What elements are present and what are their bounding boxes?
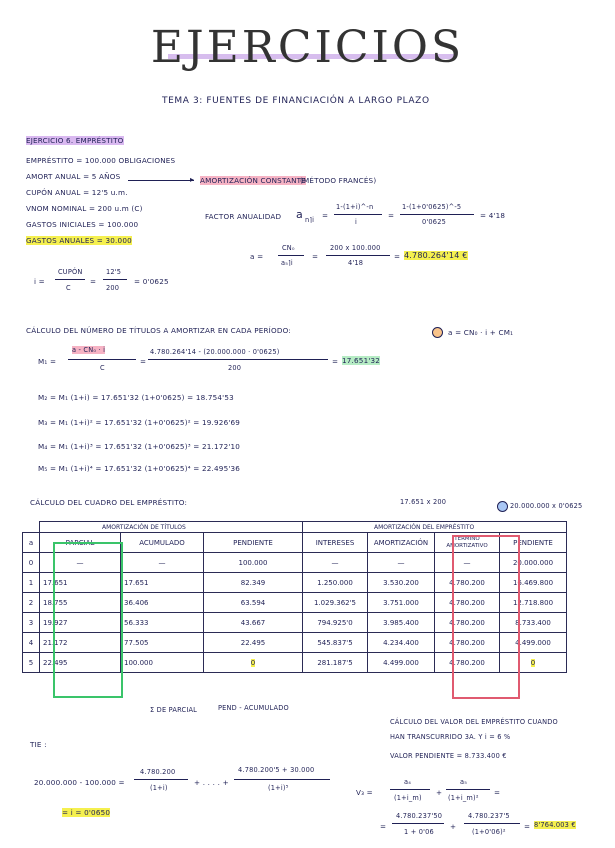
i-result: = 0'0625 [134, 277, 169, 286]
arrow [128, 180, 194, 181]
table-row: 1 17.651 17.651 82.349 1.250.000 3.530.200 4.780.200 16.469.800 [23, 573, 567, 593]
v3-lhs: V₃ = [356, 788, 373, 797]
data-line: AMORT ANUAL = 5 AÑOS [26, 172, 121, 181]
tie-result: = i = 0'0650 [62, 808, 111, 817]
i-den2: 200 [106, 284, 120, 292]
tie-t2-den: (1+i)⁵ [268, 784, 289, 792]
af-num1: 1-(1+i)^-n [336, 203, 374, 211]
table-note2: 20.000.000 x 0'0625 [510, 502, 583, 510]
a-result: 4.780.264'14 € [404, 251, 468, 260]
method-note: (MÉTODO FRANCÉS) [300, 176, 377, 185]
m1-den2: 200 [228, 364, 242, 372]
annuity-factor-label: FACTOR ANUALIDAD [205, 212, 282, 221]
v3-result: 8'764.003 € [534, 821, 576, 829]
tie-dots: + . . . . + [194, 778, 229, 787]
data-line: CUPÓN ANUAL = 12'5 u.m. [26, 188, 128, 197]
arrow-head-icon: ▸ [190, 175, 195, 184]
v-f4-den: (1+0'06)² [472, 828, 506, 836]
column-header: a [23, 533, 40, 553]
m1-num2: 4.780.264'14 - (20.000.000 · 0'0625) [150, 348, 280, 356]
column-header: TÉRMINO AMORTIZATIVO [435, 533, 500, 553]
m1-lhs: M₁ = [38, 357, 57, 366]
column-header: INTERESES [303, 533, 368, 553]
data-line: GASTOS ANUALES = 30.000 [26, 236, 132, 245]
m1-result: 17.651'32 [342, 356, 381, 365]
i-lhs: i = [34, 277, 45, 286]
annuity-sub: n⌉i [305, 216, 315, 224]
value-heading: HAN TRANSCURRIDO 3A. Y i = 6 % [390, 733, 511, 741]
subtitle: TEMA 3: FUENTES DE FINANCIACIÓN A LARGO PLAZO [162, 96, 430, 106]
a-den1: a₅⌉i [281, 259, 293, 267]
tie-t2-num: 4.780.200'5 + 30.000 [238, 766, 315, 774]
table-note1: 17.651 x 200 [400, 498, 447, 506]
titles-heading: CÁLCULO DEL NÚMERO DE TÍTULOS A AMORTIZAR EN CADA PERÍODO: [26, 326, 291, 335]
m-line: M₄ = M₁ (1+i)³ = 17.651'32 (1+0'0625)³ = 21.172'10 [38, 442, 241, 451]
a-num1: CN₀ [282, 244, 295, 252]
v-f2-num: a₅ [460, 778, 468, 786]
tie-heading: TIE : [30, 740, 47, 749]
note-circle-icon [497, 501, 508, 512]
i-den1: C [66, 284, 71, 292]
value-pending: VALOR PENDIENTE = 8.733.400 € [390, 752, 507, 760]
m-line: M₂ = M₁ (1+i) = 17.651'32 (1+0'0625) = 18.754'53 [38, 393, 234, 402]
column-header: PENDIENTE [500, 533, 567, 553]
table-row: 4 21.172 77.505 22.495 545.837'5 4.234.400 4.780.200 4.499.000 [23, 633, 567, 653]
m-line: M₃ = M₁ (1+i)² = 17.651'32 (1+0'0625)² = 19.926'69 [38, 418, 241, 427]
v-f1-num: a₄ [404, 778, 412, 786]
a-num2: 200 x 100.000 [330, 244, 381, 252]
exercise-heading: EJERCICIO 6. EMPRÉSTITO [26, 136, 124, 145]
term-column-highlight [452, 535, 520, 699]
v-f1-den: (1+i_m) [394, 794, 422, 802]
tie-lhs: 20.000.000 - 100.000 = [34, 778, 125, 787]
m-line: M₅ = M₁ (1+i)⁴ = 17.651'32 (1+0'0625)⁴ = 22.495'36 [38, 464, 241, 473]
v-f3-num: 4.780.237'50 [396, 812, 443, 820]
data-line: EMPRÉSTITO = 100.000 OBLIGACIONES [26, 156, 176, 165]
tie-t1-den: (1+i) [150, 784, 168, 792]
data-line: GASTOS INICIALES = 100.000 [26, 220, 139, 229]
m1-num: a - CN₀ · i [72, 346, 106, 354]
page-title: EJERCICIOS [150, 22, 465, 73]
v-f3-den: 1 + 0'06 [404, 828, 434, 836]
af-den1: i [355, 218, 358, 226]
af-result: = 4'18 [480, 211, 506, 220]
method-label: AMORTIZACIÓN CONSTANTE [200, 176, 306, 185]
v-f2-den: (1+i_m)² [448, 794, 479, 802]
v-f4-num: 4.780.237'5 [468, 812, 510, 820]
af-num2: 1-(1+0'0625)^-5 [402, 203, 462, 211]
annuity-symbol: a [296, 208, 303, 221]
data-line: VNOM NOMINAL = 200 u.m (C) [26, 204, 143, 213]
table-row: 2 18.755 36.406 63.594 1.029.362'5 3.751.000 4.780.200 12.718.800 [23, 593, 567, 613]
footer-note: Σ DE PARCIAL [150, 706, 198, 714]
note-circle-icon [432, 327, 443, 338]
footer-note: PEND - ACUMULADO [218, 704, 289, 712]
group-label: AMORTIZACIÓN DEL EMPRÉSTITO [374, 524, 475, 531]
table-row: 3 19.927 56.333 43.667 794.925'0 3.985.400 4.780.200 8.733.400 [23, 613, 567, 633]
formula-note: a = CN₀ · i + CM₁ [448, 328, 514, 337]
column-header: PARCIAL [40, 533, 121, 553]
table-heading: CÁLCULO DEL CUADRO DEL EMPRÉSTITO: [30, 498, 188, 507]
value-heading: CÁLCULO DEL VALOR DEL EMPRÉSTITO CUANDO [390, 718, 558, 726]
tie-t1-num: 4.780.200 [140, 768, 176, 776]
column-header: AMORTIZACIÓN [368, 533, 435, 553]
column-header: PENDIENTE [204, 533, 303, 553]
m1-den: C [100, 364, 105, 372]
i-num2: 12'5 [106, 268, 122, 276]
group-label: AMORTIZACIÓN DE TÍTULOS [102, 524, 186, 531]
table-row: 5 22.495 100.000 0 281.187'5 4.499.000 4.780.200 0 [23, 653, 567, 673]
i-num1: CUPÓN [58, 268, 83, 276]
a-den2: 4'18 [348, 259, 364, 267]
table-group-row [23, 522, 567, 533]
parcial-column-highlight [53, 542, 123, 698]
af-den2: 0'0625 [422, 218, 446, 226]
a-lhs: a = [250, 252, 264, 261]
column-header: ACUMULADO [121, 533, 204, 553]
table-row: 0 — — 100.000 — — — 20.000.000 [23, 553, 567, 573]
